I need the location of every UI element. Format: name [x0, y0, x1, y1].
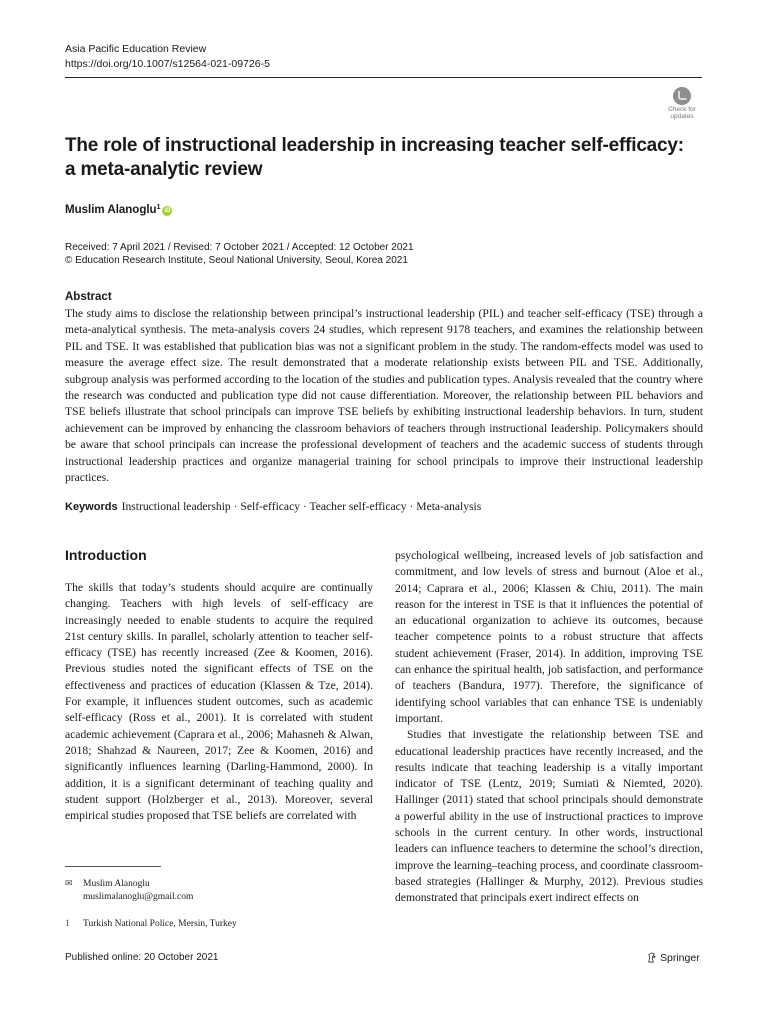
header-rule — [65, 77, 702, 78]
published-date: Published online: 20 October 2021 — [65, 952, 219, 963]
doi-link[interactable]: https://doi.org/10.1007/s12564-021-09726-5 — [65, 58, 270, 70]
copyright-line: © Education Research Institute, Seoul National University, Seoul, Korea 2021 — [65, 255, 408, 266]
abstract-text: The study aims to disclose the relationship between principal’s instructional leadership (PIL) and teacher self-efficacy (TSE) through a meta-analytical synthesis. The meta-analysis covers 24 studies, which represent 9178 teachers, and examines the relationship between PIL and TSE. It was established that publication bias was not a significant problem in the study. The random-effects model was used to measure the average effect size. The result demonstrated that a moderate relationship exists between PIL and TSE. Additionally, subgroup analysis was performed according to the location of the studies and publication types. Analysis revealed that the country where the research was conducted and publication type did not cause differentiation. Moreover, the relationship between PIL behaviors and TSE beliefs illustrate that school principals can improve TSE beliefs by exhibiting instructional leadership behaviors. In turn, student achievement can be improved by enhancing the classroom behaviors of teachers through instructional leadership. Policymakers should be aware that school principals can increase the professional development of teachers and the academic success of students through instructional leadership practices and organize managerial training for school principals to improve their instructional leadership practices. — [65, 307, 703, 485]
title-line-2: a meta-analytic review — [65, 159, 263, 180]
orcid-icon[interactable]: iD — [164, 208, 171, 214]
affiliation-note — [65, 917, 237, 931]
article-history — [65, 241, 414, 267]
author-name[interactable]: Muslim Alanoglu — [65, 204, 157, 216]
affiliation-text: Turkish National Police, Mersin, Turkey — [83, 919, 237, 929]
publisher-logo[interactable] — [646, 952, 700, 964]
footnote-rule — [65, 866, 161, 867]
body-column-left — [65, 580, 373, 824]
corresponding-author-note — [65, 877, 193, 904]
intro-paragraph-2: Studies that investigate the relationship between TSE and educational leadership practices have recently increased, and the results indicate that teaching leadership is a vitally important indicator of TSE (Lentz, 2019; Sumiati & Niemted, 2020). Hallinger (2011) stated that school principals should demonstrate a powerful ability in the use of instructional practices to improve schools in the current century. In other words, instructional leaders can influence teachers to determine the school’s direction, improve the learning–teaching process, and coordinate classroom-based strategies (Hallinger & Murphy, 2012). Previous studies demonstrated that principals exert indirect effects on — [395, 728, 703, 905]
journal-name: Asia Pacific Education Review — [65, 43, 207, 55]
keywords-line — [65, 500, 481, 513]
author-affiliation-mark: 1 — [156, 204, 161, 211]
check-for-updates-badge[interactable] — [659, 85, 705, 123]
author-line — [65, 204, 172, 216]
title-line-1: The role of instructional leadership in increasing teacher self-efficacy: — [65, 135, 684, 156]
dates-line: Received: 7 April 2021 / Revised: 7 October 2021 / Accepted: 12 October 2021 — [65, 242, 414, 253]
article-title — [65, 134, 685, 182]
publisher-name: Springer — [660, 952, 700, 964]
intro-paragraph-1-cont: psychological wellbeing, increased levels of job satisfaction and commitment, and low levels of stress and burnout (Aloe et al., 2014; Caprara et al., 2006; Klassen & Chiu, 2011). The main reason for the interest in TSE is that it influences the potential of an educational organization to achieve its outcomes, because teacher competence points to a robust structure that affects student achievement (Fraser, 2014). In addition, improving TSE can enhance the spiritual health, job satisfaction, and performance of teachers (Bandura, 1977). Therefore, the significance of identifying school variables that can enhance TSE is undeniably important. — [395, 549, 703, 725]
envelope-icon: ✉ — [65, 878, 73, 888]
keywords-label: Keywords — [65, 501, 118, 513]
keywords-text: Instructional leadership · Self-efficacy · Teacher self-efficacy · Meta-analysis — [121, 500, 482, 513]
badge-label-1: Check for — [668, 106, 696, 113]
introduction-heading: Introduction — [65, 547, 147, 563]
intro-paragraph-1: The skills that today’s students should acquire are continually changing. Teachers with high levels of self-efficacy are increasingly needed to enable students to acquire the required 21st century skills. In parallel, scholarly attention to teacher self-efficacy (TSE) has recently increased (Zee & Koomen, 2016). Previous studies noted the significant effects of TSE on the effectiveness and practices of education (Klassen & Tze, 2014). For example, it influences student outcomes, such as academic self-efficacy (Ross et al., 2001). It is correlated with student academic achievement (Caprara et al., 2006; Mahasneh & Alwan, 2018; Shahzad & Naureen, 2017; Zee & Koomen, 2016) and significantly influences learning (Darling-Hammond, 2000). In addition, it is a significant determinant of teaching quality and student support (Holzberger et al., 2013). Moreover, several empirical studies proposed that TSE beliefs are correlated with — [65, 581, 373, 823]
abstract-heading: Abstract — [65, 291, 112, 303]
badge-label-2: updates — [670, 113, 694, 120]
contact-name: Muslim Alanoglu — [83, 879, 150, 889]
journal-header — [65, 42, 270, 72]
check-for-updates-icon — [673, 87, 691, 105]
springer-horse-icon — [646, 952, 657, 963]
affiliation-number: 1 — [65, 918, 70, 928]
contact-email[interactable]: muslimalanoglu@gmail.com — [83, 892, 194, 902]
body-column-right — [395, 548, 703, 907]
